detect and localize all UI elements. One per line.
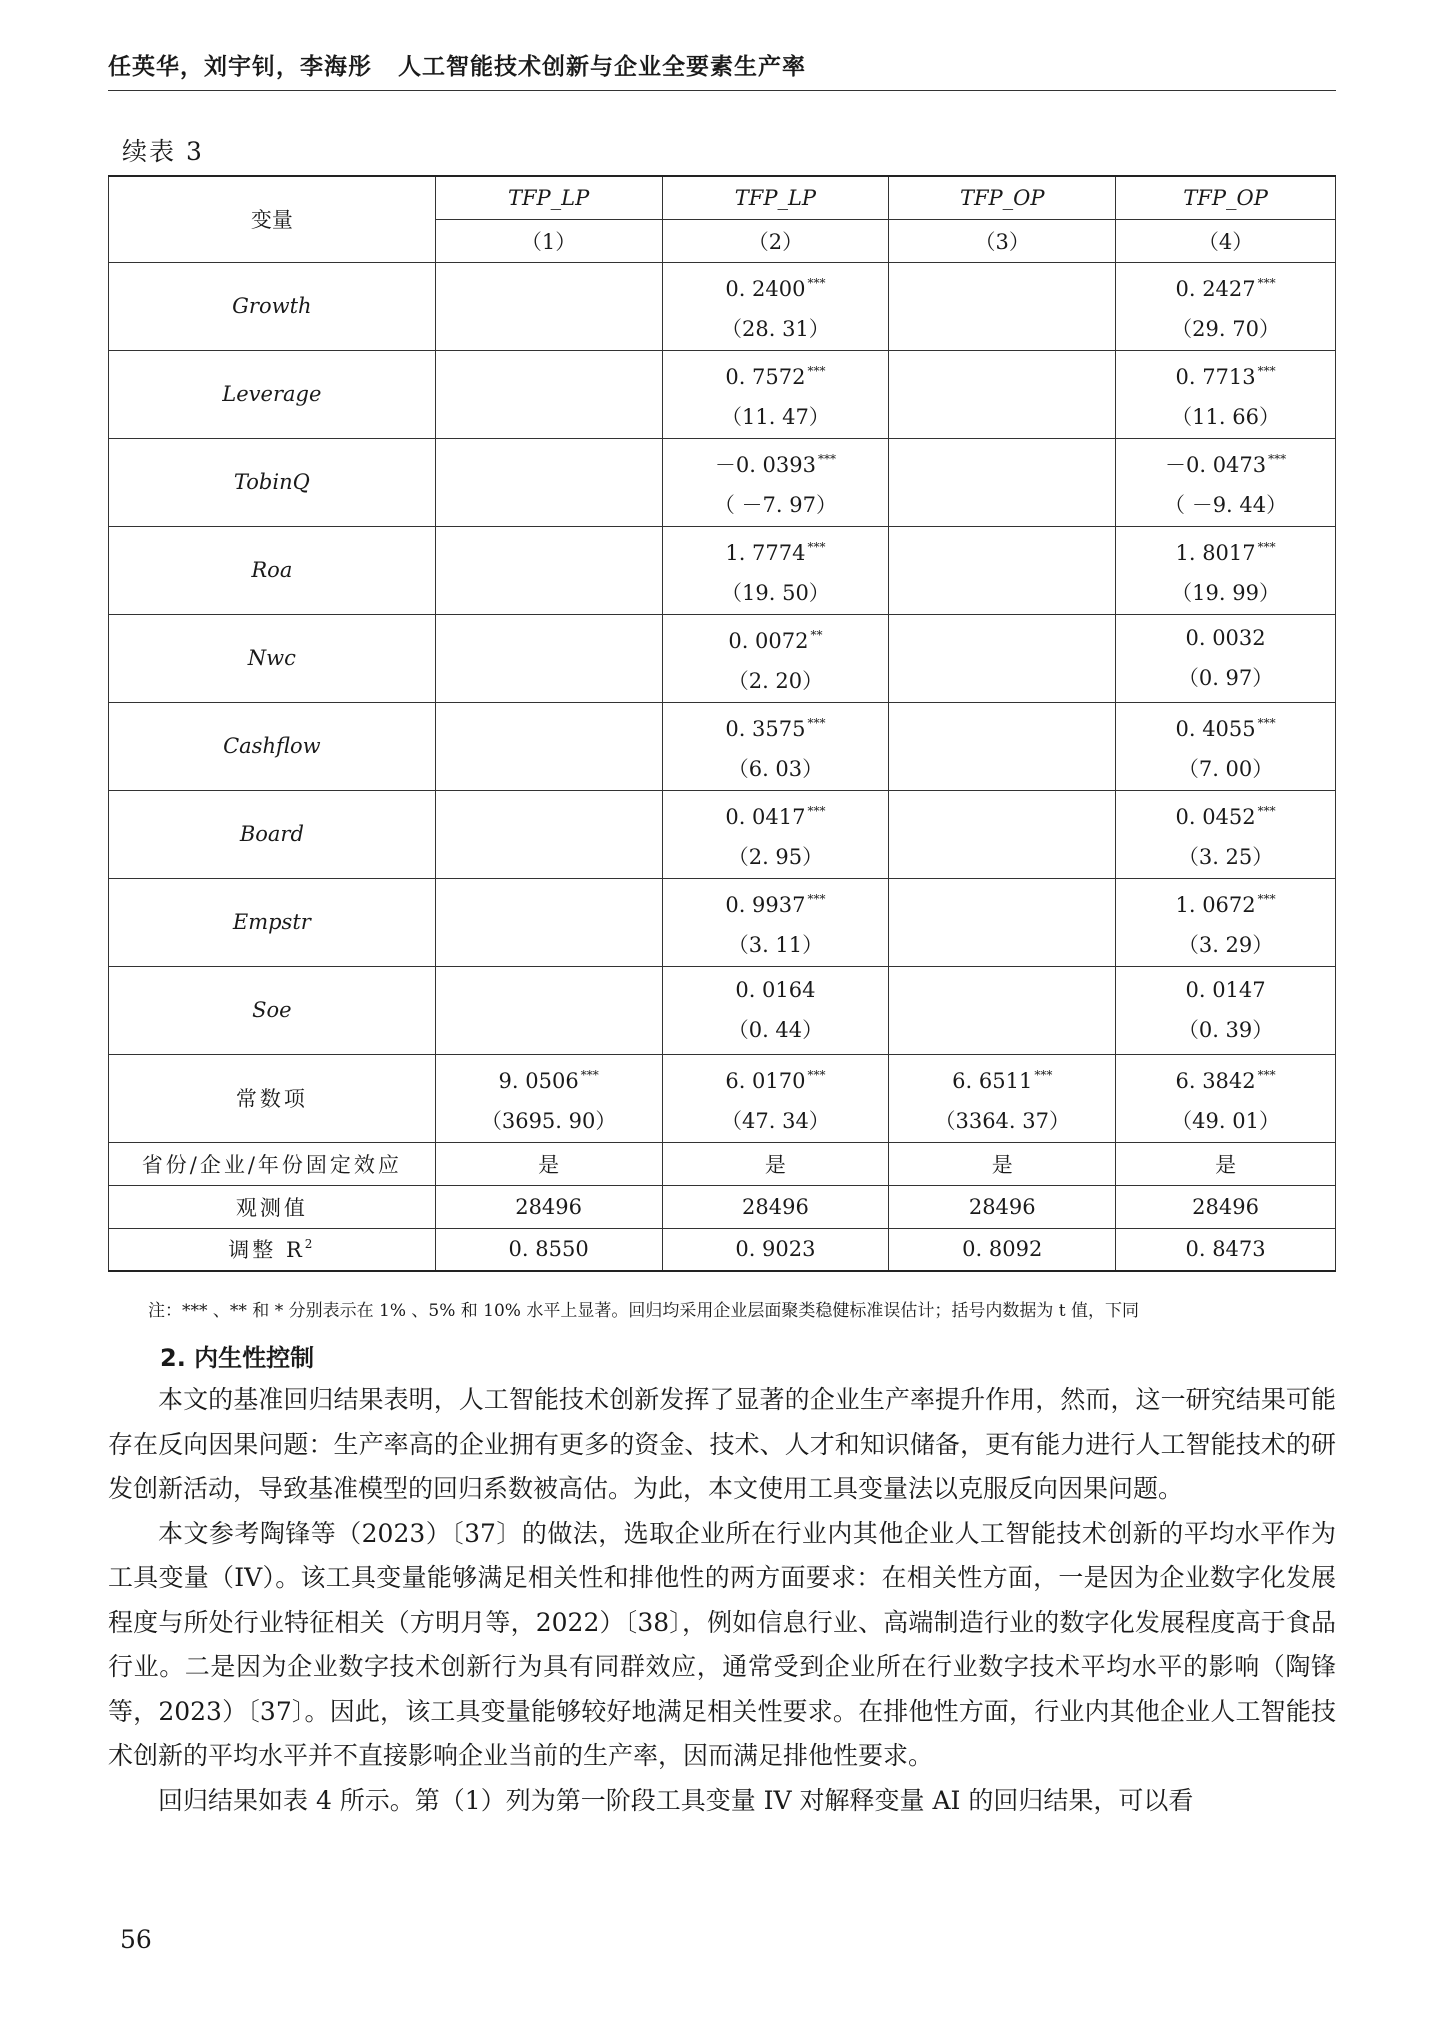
value-cell: 是 [889,1142,1116,1185]
t-value: （19. 50） [721,581,830,605]
coef-value [663,351,889,397]
variable-name: Nwc [109,614,436,702]
coef-number: 1. 0672 [1175,893,1256,917]
t-value: （3. 11） [727,933,824,957]
t-value: （ －9. 44） [1164,493,1288,517]
t-value: （3695. 90） [480,1109,617,1133]
coef-value [663,791,889,837]
value-cell: 0. 8092 [889,1228,1116,1271]
coef-number: －0. 0473 [1164,453,1267,477]
significance-stars: *** [1257,892,1276,906]
coef-cell [435,878,662,966]
coef-number: 9. 0506 [498,1069,579,1093]
significance-stars: *** [807,364,826,378]
table-caption: 续表 3 [122,137,204,166]
running-header [108,48,1336,81]
table-row [109,262,1336,350]
table-header-row [109,176,1336,219]
coef-number: 6. 3842 [1175,1069,1256,1093]
coef-cell [435,790,662,878]
coef-cell [662,1054,889,1142]
coef-value [1116,439,1335,485]
coef-cell [435,702,662,790]
coef-value [663,1055,889,1101]
t-value: （49. 01） [1171,1109,1280,1133]
table-row [109,966,1336,1054]
coef-cell [662,790,889,878]
significance-stars: *** [1034,1068,1053,1082]
coef-number: 6. 0170 [725,1069,806,1093]
significance-stars: *** [1257,276,1276,290]
significance-stars: *** [1257,1068,1276,1082]
table-row [109,702,1336,790]
coef-cell [889,614,1116,702]
coef-value [663,527,889,573]
table-row [109,350,1336,438]
coef-cell [1116,350,1336,438]
t-value: （19. 99） [1171,581,1280,605]
value-cell: 28496 [435,1185,662,1228]
coef-cell [889,526,1116,614]
table-row-adj-r2 [109,1228,1336,1271]
coef-cell [662,438,889,526]
coef-number: 0. 0164 [735,978,816,1002]
coef-cell [435,526,662,614]
coef-cell [1116,526,1336,614]
coef-value [663,879,889,925]
coef-cell [662,350,889,438]
row-label: 省份/企业/年份固定效应 [141,1152,402,1177]
variable-name: Cashflow [109,702,436,790]
coef-cell [889,966,1116,1054]
significance-stars: *** [807,276,826,290]
significance-stars: *** [1268,452,1287,466]
variable-name [109,1185,436,1228]
t-value: （11. 66） [1171,405,1280,429]
coef-cell [1116,878,1336,966]
coef-cell [662,966,889,1054]
coef-value [1116,1055,1335,1101]
paragraph: 本文的基准回归结果表明，人工智能技术创新发挥了显著的企业生产率提升作用，然而，这一研究结果可能存在反向因果问题：生产率高的企业拥有更多的资金、技术、人才和知识储备，更有能力进行人工智能技术的研发创新活动，导致基准模型的回归系数被高估。为此，本文使用工具变量法以克服反向因果问题。 [108,1385,1336,1503]
coef-number: 0. 9937 [725,893,806,917]
paragraph: 回归结果如表 4 所示。第（1）列为第一阶段工具变量 IV 对解释变量 AI 的回归结果，可以看 [158,1785,1194,1815]
regression-table [108,175,1336,1272]
coef-value [1116,879,1335,925]
significance-stars: *** [1257,540,1276,554]
variable-name: TobinQ [109,438,436,526]
value-cell: 28496 [662,1185,889,1228]
paragraph: 本文参考陶锋等（2023）〔37〕的做法，选取企业所在行业内其他企业人工智能技术创新的平均水平作为工具变量（IV）。该工具变量能够满足相关性和排他性的两方面要求：在相关性方面，一是因为企业数字化发展程度与所处行业特征相关（方明月等，2022）〔38〕，例如信息行业、高端制造行业的数字化发展程度高于食品行业。二是因为企业数字技术创新行为具有同群效应，通常受到企业所在行业数字技术平均水平的影响（陶锋等，2023）〔37〕。因此，该工具变量能够较好地满足相关性要求。在排他性方面，行业内其他企业人工智能技术创新的平均水平并不直接影响企业当前的生产率，因而满足排他性要求。 [108,1518,1336,1770]
t-value: （3. 29） [1177,933,1274,957]
t-value: （ －7. 97） [713,493,837,517]
coef-value [1116,791,1335,837]
variable-name: Soe [109,966,436,1054]
t-value: （6. 03） [727,757,824,781]
coef-cell [889,438,1116,526]
table-row [109,878,1336,966]
col-num-1: （1） [435,219,662,262]
significance-stars: *** [1257,364,1276,378]
coef-value [663,970,889,1010]
header-title: 人工智能技术创新与企业全要素生产率 [398,54,806,80]
significance-stars: *** [1257,716,1276,730]
variable-name [109,1142,436,1185]
coef-number: 0. 7572 [725,365,806,389]
t-value: （2. 95） [727,845,824,869]
significance-stars: *** [807,1068,826,1082]
coef-number: 0. 0072 [728,629,809,653]
coef-cell [435,614,662,702]
variable-name: Growth [109,262,436,350]
value-cell: 是 [435,1142,662,1185]
coef-cell [1116,790,1336,878]
coef-value [1116,351,1335,397]
coef-cell [662,878,889,966]
value-cell: 0. 9023 [662,1228,889,1271]
t-value: （47. 34） [721,1109,830,1133]
value-cell: 0. 8473 [1116,1228,1336,1271]
coef-cell [1116,702,1336,790]
t-value: （0. 44） [727,1018,824,1042]
t-value: （29. 70） [1171,317,1280,341]
coef-cell [889,350,1116,438]
coef-cell [435,1054,662,1142]
coef-cell [889,262,1116,350]
table-note: 注：*** 、** 和 * 分别表示在 1% 、5% 和 10% 水平上显著。回归均采用企业层面聚类稳健标准误估计；括号内数据为 t 值，下同 [148,1301,1139,1321]
coef-cell [435,966,662,1054]
significance-stars: *** [807,804,826,818]
coef-number: 1. 8017 [1175,541,1256,565]
page-number: 56 [120,1925,152,1954]
coef-cell [1116,262,1336,350]
t-value: （3. 25） [1177,845,1274,869]
var-header: 变量 [109,176,436,262]
t-value: （7. 00） [1177,757,1274,781]
table-row-constant [109,1054,1336,1142]
coef-number: 0. 3575 [725,717,806,741]
coef-number: 0. 4055 [1175,717,1256,741]
variable-name: Leverage [109,350,436,438]
col-num-4: （4） [1116,219,1336,262]
coef-value [1116,703,1335,749]
coef-value [1116,970,1335,1010]
t-value: （3364. 37） [934,1109,1070,1133]
coef-cell [662,614,889,702]
coef-value [1116,527,1335,573]
coef-cell [1116,614,1336,702]
coef-number: 0. 0032 [1185,626,1266,650]
coef-value [663,263,889,309]
col-header-3: TFP_OP [889,176,1116,219]
header-authors: 任英华，刘宇钊，李海彤 [108,54,372,80]
coef-cell [889,878,1116,966]
t-value: （0. 39） [1177,1018,1274,1042]
section-heading: 2. 内生性控制 [160,1344,315,1372]
significance-stars: *** [1257,804,1276,818]
coef-number: 0. 0147 [1185,978,1266,1002]
col-header-1: TFP_LP [435,176,662,219]
coef-cell [662,526,889,614]
coef-value [663,615,889,661]
significance-stars: *** [580,1068,599,1082]
coef-value [663,703,889,749]
col-header-4: TFP_OP [1116,176,1336,219]
coef-cell [435,350,662,438]
col-header-2: TFP_LP [662,176,889,219]
table-row [109,790,1336,878]
coef-number: 0. 0452 [1175,805,1256,829]
significance-stars: ** [810,628,823,642]
coef-number: 6. 6511 [952,1069,1033,1093]
coef-value [1116,618,1335,658]
header-rule [108,90,1336,91]
value-cell: 28496 [889,1185,1116,1228]
variable-name: Roa [109,526,436,614]
table-row [109,526,1336,614]
coef-value [1116,263,1335,309]
coef-cell [662,262,889,350]
significance-stars: *** [807,716,826,730]
col-num-2: （2） [662,219,889,262]
value-cell: 是 [1116,1142,1336,1185]
variable-name: Board [109,790,436,878]
coef-cell [1116,966,1336,1054]
t-value: （11. 47） [721,405,830,429]
table-row-observations [109,1185,1336,1228]
coef-value [663,439,889,485]
coef-cell [889,702,1116,790]
coef-cell [889,1054,1116,1142]
coef-number: 0. 7713 [1175,365,1256,389]
significance-stars: *** [818,452,836,466]
coef-cell [435,262,662,350]
coef-cell [1116,1054,1336,1142]
table-row [109,614,1336,702]
coef-number: 0. 2427 [1175,277,1256,301]
body-text [108,1378,1336,1823]
coef-number: －0. 0393 [714,453,816,477]
coef-cell [889,790,1116,878]
coef-cell [1116,438,1336,526]
t-value: （2. 20） [727,669,824,693]
t-value: （0. 97） [1177,666,1274,690]
row-label: 观测值 [235,1195,308,1220]
row-label: 调整 R [228,1238,305,1263]
superscript: 2 [304,1237,316,1252]
col-num-3: （3） [889,219,1116,262]
variable-name: Empstr [109,878,436,966]
coef-number: 0. 0417 [725,805,806,829]
significance-stars: *** [807,892,826,906]
value-cell: 28496 [1116,1185,1336,1228]
coef-number: 1. 7774 [725,541,806,565]
variable-name: 常数项 [109,1054,436,1142]
coef-value [436,1055,662,1101]
t-value: （28. 31） [721,317,830,341]
table-row [109,438,1336,526]
coef-value [889,1055,1115,1101]
coef-cell [662,702,889,790]
variable-name [109,1228,436,1271]
significance-stars: *** [807,540,826,554]
value-cell: 是 [662,1142,889,1185]
table-row-fixed-effects [109,1142,1336,1185]
value-cell: 0. 8550 [435,1228,662,1271]
coef-number: 0. 2400 [725,277,806,301]
coef-cell [435,438,662,526]
